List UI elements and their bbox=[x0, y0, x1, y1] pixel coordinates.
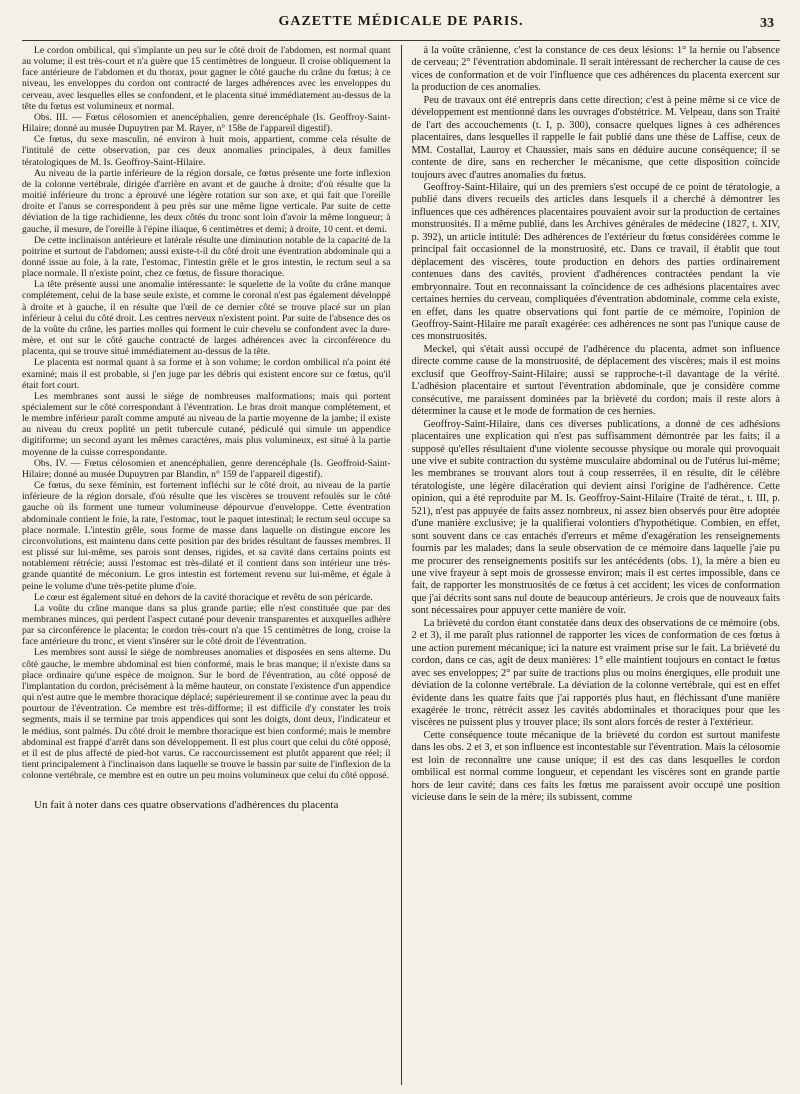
page-header bbox=[22, 14, 780, 38]
paragraph: Ce fœtus, du sexe féminin, est fortement infléchi sur le côté droit, au niveau de la partie inférieure de la région dorsale, d'où résulte que les viscères se trouvent refoulés sur le côté gauche où ils forment une tumeur volumineuse dépourvue d'enveloppe. Cette éventration abdominale contient le foie, la rate, l'estomac, tout le paquet intestinal; le rectum seul occupe sa place normale. L'intestin grêle, sous forme de masse dans laquelle on distingue encore les circonvolutions, est maintenu dans cette position par des brides résultant de fausses membres. Il est plissé sur lui-même, ses parois sont denses, rigides, et sa cavité dans certains points est notablement rétrécie; aussi l'estomac est très-dilaté et il contient dans son intérieur une très-grande quantité de méconium. Le gros intestin est fortement revenu sur lui-même, et égale à peine le volume d'une très-petite plume d'oie. bbox=[22, 480, 391, 592]
paragraph: Au niveau de la partie inférieure de la région dorsale, ce fœtus présente une forte inflexion de la colonne vertébrale, dirigée d'arrière en avant et de gauche à droite; d'où résulte que la moitié inférieure du tronc a éprouvé une légère rotation sur son axe, et qui fait que l'oreille droite et l'anus se correspondent à peu près sur une même ligne verticale. Par suite de cette déviation de la tige rachidienne, les deux côtés du tronc sont loin d'avoir la même longueur; à gauche, il mesure, de l'oreille à l'épine iliaque, 6 centimètres et demi; à droite, 10 cent. et demi. bbox=[22, 167, 391, 235]
header-rule bbox=[22, 40, 780, 41]
paragraph: Les membres sont aussi le siége de nombreuses anomalies et disposées en sens alterne. Du côté gauche, le membre abdominal est bien conformé, mais le bras manque; il n'existe dans sa place ordinaire qu'une espèce de moignon. Sur le bord de l'éventration, au côté opposé de l'implantation du cordon, précisément à la même hauteur, on constate l'existence d'un appendice qui n'est autre que le membre thoracique déplacé; supérieurement il se continue avec la peau du pourtour de l'éventration. Ce membre est très-difforme; il est difficile d'y constater les trois segments, mais il se termine par trois appendices qui sont les doigts, dont deux, l'indicateur et le médius, sont palmés. Du côté droit le membre thoracique est bien conformé; mais le membre abdominal est frappé d'arrêt dans son développement. Il est plus court que celui du côté opposé, et il est de plus affecté de pied-bot varus. Ce raccourcissement est plutôt apparent que réel; il tient principalement à l'inclinaison dans laquelle se trouve le bassin par suite de l'inflexion de la colonne vertébrale, ce membre est en outre un peu moins volumineux que celui du côté opposé. bbox=[22, 647, 391, 782]
paragraph: Geoffroy-Saint-Hilaire, qui un des premiers s'est occupé de ce point de tératologie, a publié dans divers recueils des articles dans lesquels il a cherché à démontrer les influences que ces adhérences placentaires pouvaient avoir sur la production de certaines monstruosités. Il a même publié, dans les Archives générales de médecine (1827, t. XIV, p. 392), un article intitulé: Des adhérences de l'extérieur du fœtus considérées comme le principal fait occasionnel de la monstruosité, etc. Dans ce travail, il établit que tout déplacement des viscères, toute production en dehors des parties ordinairement contenues dans des cavités, provient d'adhérences contractées pendant la vie embryonnaire. Tout en reconnaissant la coïncidence de ces adhésions placentaires avec certaines hernies du cerveau, compliquées d'éventration abdominale, comme cela existe, en effet, dans les quatre observations qui font partie de ce mémoire, l'opinion de Geoffroy-Saint-Hilaire me paraît exagérée: ces adhérences ne sont pas l'unique cause de ces monstruosités. bbox=[411, 181, 780, 343]
paragraph: Le placenta est normal quant à sa forme et à son volume; le cordon ombilical n'a point été examiné; mais il est probable, si j'en juge par les débris qui existent encore sur ce fœtus, qu'il était fort court. bbox=[22, 357, 391, 391]
paragraph: Le cordon ombilical, qui s'implante un peu sur le côté droit de l'abdomen, est normal quant au volume; il est très-court et n'a guère que 15 centimètres de longueur. Il croise obliquement la face antérieure de l'abdomen et du thorax, pour gagner le côté gauche du crâne du fœtus; à ce niveau, les enveloppes du cordon ont contracté de larges adhérences avec les enveloppes du cerveau, avec lesquelles elles se confondent, et le placenta situé immédiatement au-dessus de la tête du fœtus est volumineux et normal. bbox=[22, 45, 391, 112]
paragraph: La tête présente aussi une anomalie intéressante: le squelette de la voûte du crâne manque complétement, celui de la base seule existe, et comme le coronal n'est pas également développé à droite et à gauche, il en résulte que l'œil de ce dernier côté se trouve placé sur un plan inférieur à celui du côté droit. Les centres nerveux n'existent point. Par suite de l'absence des os de la voûte du crâne, les parties molles qui forment le cuir chevelu se confondent avec la dure-mère, et ont sur le côté gauche contracté de larges adhérences avec la circonférence du placenta, qui se trouve situé immédiatement au-dessus de la tête. bbox=[22, 279, 391, 358]
paragraph: Le cœur est également situé en dehors de la cavité thoracique et revêtu de son péricarde. bbox=[34, 591, 373, 603]
paragraph: Obs. IV. — Fœtus célosomien et anencéphalien, genre derencéphale (Is. Geoffroid-Saint-Hilaire; donné au musée Dupuytren par Blandin, n° 159 de l'appareil digestif). bbox=[22, 457, 391, 480]
paragraph: Les membranes sont aussi le siége de nombreuses malformations; mais qui portent spécialement sur le côté correspondant à l'éventration. Le bras droit manque complétement, et le membre inférieur paraît comme amputé au niveau de la partie moyenne de la jambe; il existe au niveau du creux poplité un petit tubercule cutané, pédiculé qui simule un appendice digitiforme; un second ayant les mêmes caractères, mais plus volumineux, est situé à la partie moyenne de la cuisse correspondante. bbox=[22, 390, 391, 458]
paragraph: La voûte du crâne manque dans sa plus grande partie; elle n'est constituée que par des membranes minces, qui perdent l'aspect cutané pour devenir transparentes et auxquelles adhère par sa circonférence le placenta; le cordon très-court n'a que 15 centimètres de long, croise la face antérieure du tronc, et vient s'insérer sur le côté droit de l'éventration. bbox=[22, 602, 391, 648]
text-columns bbox=[22, 45, 780, 1085]
left-column bbox=[22, 45, 391, 1085]
paragraph: Geoffroy-Saint-Hilaire, dans ces diverses publications, a donné de ces adhésions placentaires une explication qui n'est pas suffisamment démontrée par les faits; il a supposé qu'elles résultaient d'une violente secousse physique ou morale qui provoquait une vive et subite contraction du système musculaire abdominal ou de l'utérus lui-même; les membranes se trouvant alors tout à coup resserrées, il en résulte, dit le célèbre tératologiste, une légère dilacération qui devient ainsi l'origine de l'adhérence. Cette opinion, qui a été reproduite par M. Is. Geoffroy-Saint-Hilaire (Traité de térat., t. III, p. 521), n'est pas appuyée de faits assez nombreux, ni assez bien observés pour être adoptée d'une manière exclusive; je la qualifierai volontiers d'hypothétique. Combien, en effet, sont souvent dans ce cas entachés d'erreurs et même d'exagération les renseignements fournis par les malades; dans la seule observation de ce mémoire dans laquelle j'aie pu me procurer des renseignements positifs sur les antécédents (obs. 1), la mère a bien eu une vive frayeur à sept mois de grossesse environ; mais il est certes impossible, dans ce fait, de rapporter les monstruosités de ce fœtus à cet accident; les vices de conformation que j'ai décrits sont sans nul doute de beaucoup antérieurs. Je crois que de nouveaux faits sont nécessaires pour appuyer cette manière de voir. bbox=[411, 418, 780, 617]
page-number: 33 bbox=[760, 16, 774, 31]
paragraph: Obs. III. — Fœtus célosomien et anencéphalien, genre derencéphale (Is. Geoffroy-Saint-Hilaire; donné au musée Dupuytren par M. Rayer, n° 158e de l'appareil digestif). bbox=[22, 111, 391, 135]
paragraph: De cette inclinaison antérieure et latérale résulte une diminution notable de la capacité de la poitrine et surtout de l'abdomen; aussi existe-t-il du côté droit une éventration abdominale qui a donné issue au foie, à la rate, l'estomac, l'intestin grêle et le gros intestin, le rectum seul a sa place normale. Il n'existe point, chez ce fœtus, de fissure thoracique. bbox=[22, 234, 391, 280]
paragraph: Peu de travaux ont été entrepris dans cette direction; c'est à peine même si ce vice de développement est mentionné dans les ouvrages d'obstétrice. M. Velpeau, dans son Traité de l'art des accouchements (t. I, p. 300), consacre quelques lignes à ces adhérences placentaires, dans lesquelles il rappelle le fait publié dans une thèse de Laffise, ceux de MM. Costallat, Lauroy et Chaussier, mais sans en déduire aucune conséquence; il se contente de dire, sans en rechercher le mécanisme, que cette disposition coïncide toujours avec d'autres anomalies du fœtus. bbox=[411, 94, 780, 181]
paragraph: Ce fœtus, du sexe masculin, né environ à huit mois, appartient, comme cela résulte de l'intitulé de cette observation, par ces deux anomalies principales, à deux familles tératologiques de M. Is. Geoffroy-Saint-Hilaire. bbox=[22, 134, 391, 168]
closing-line: Un fait à noter dans ces quatre observations d'adhérences du placenta bbox=[34, 799, 339, 812]
column-divider bbox=[401, 45, 402, 1085]
journal-title: GAZETTE MÉDICALE DE PARIS. bbox=[278, 14, 524, 29]
paragraph: Meckel, qui s'était aussi occupé de l'adhérence du placenta, admet son influence directe comme cause de la monstruosité, de déplacement des viscères; mais il est moins exclusif que Geoffroy-Saint-Hilaire; aussi se rapproche-t-il davantage de la vérité. L'adhésion placentaire et surtout l'éventration abdominale, que je considère comme consécutive, me paraissent dominées par la brièveté du cordon; mais il reste alors à déterminer la cause et le mode de formation de ces hernies. bbox=[411, 343, 780, 418]
paragraph: La brièveté du cordon étant constatée dans deux des observations de ce mémoire (obs. 2 et 3), il me paraît plus rationnel de rapporter les vices de conformation de ces fœtus à une action purement mécanique; ici la nature est vraiment prise sur le fait. La brièveté du cordon, dans ce cas, agit de deux manières: 1° elle maintient toujours en contact le fœtus avec ses enveloppes; 2° par suite de tractions plus ou moins énergiques, elle produit une déviation de la colonne vertébrale. La déviation de la colonne vertébrale, qui est en effet évidente dans les quatre faits que j'ai rapportés plus haut, en fléchissant d'une manière exagérée le tronc, rétrécit assez les cavités abdominales et thoraciques pour que les viscères ne puissent plus y trouver place; ils sont alors forcés de rester à l'extérieur. bbox=[411, 617, 780, 729]
right-column bbox=[411, 45, 780, 1085]
paragraph: à la voûte crânienne, c'est la constance de ces deux lésions: 1° la hernie ou l'absence de cerveau; 2° l'éventration abdominale. Il serait intéressant de rechercher la cause de ces vices de conformation et de voir l'influence que ces adhérences du placenta exercent sur la production de ces anomalies. bbox=[411, 45, 780, 94]
paragraph: Cette conséquence toute mécanique de la brièveté du cordon est surtout manifeste dans les obs. 2 et 3, et son influence est incontestable sur l'éventration. Mais la célosomie est loin de reconnaître une cause unique; il est des cas dans lesquelles le cordon ombilical est normal comme longueur, et cependant les viscères sont en grande partie hors de leur cavité; dans ces faits les fœtus me paraissent avoir occupé une position vicieuse dans le sein de la mère; ils subissent, comme bbox=[411, 729, 780, 804]
